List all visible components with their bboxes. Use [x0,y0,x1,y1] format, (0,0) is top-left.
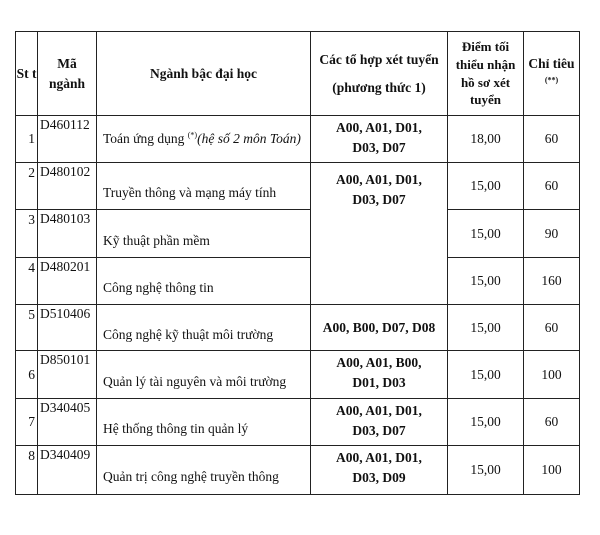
header-combo-line1: Các tổ hợp xét tuyển [319,51,439,67]
row-major: Truyền thông và mạng máy tính [97,163,311,210]
row-major: Kỹ thuật phần mềm [97,210,311,258]
row-code: D850101 [38,351,97,399]
row-combo-line2: D03, D07 [352,422,406,438]
header-stt: St t [16,32,38,116]
row-combo [311,399,448,446]
row-combo-line1: A00, A01, B00, [336,355,422,370]
row-combo-line1: A00, B00, D07, D08 [322,319,436,335]
row-major-name: Toán ứng dụng [103,131,188,146]
row-major: Công nghệ thông tin [97,258,311,305]
row-score: 15,00 [448,258,524,305]
row-quota: 60 [524,305,580,351]
row-stt: 3 [16,210,38,258]
row-code: D480102 [38,163,97,210]
table-row [16,210,580,258]
row-combo-line2: D03, D09 [352,469,406,485]
row-major: Hệ thống thông tin quản lý [97,399,311,446]
header-row [16,32,580,116]
header-quota [524,32,580,116]
row-quota: 100 [524,446,580,495]
row-major: Quản trị công nghệ truyền thông [97,446,311,495]
row-code: D510406 [38,305,97,351]
table-row [16,163,580,210]
header-combo-line2: (phương thức 1) [332,79,426,95]
row-score: 18,00 [448,116,524,163]
row-combo [311,446,448,495]
row-combo-line2: D03, D07 [352,191,406,207]
row-combo [311,163,448,305]
row-stt: 6 [16,351,38,399]
row-quota: 100 [524,351,580,399]
row-stt: 1 [16,116,38,163]
row-quota: 90 [524,210,580,258]
row-score: 15,00 [448,399,524,446]
row-quota: 60 [524,399,580,446]
table-row [16,399,580,446]
row-code: D480103 [38,210,97,258]
row-combo [311,305,448,351]
table-row [16,116,580,163]
row-code: D460112 [38,116,97,163]
row-combo [311,116,448,163]
row-major: Công nghệ kỹ thuật môi trường [97,305,311,351]
row-code: D340405 [38,399,97,446]
header-code: Mã ngành [38,32,97,116]
row-quota: 60 [524,116,580,163]
row-combo-line1: A00, A01, D01, [336,120,422,135]
header-combo [311,32,448,116]
row-score: 15,00 [448,446,524,495]
table-row [16,305,580,351]
admission-table [15,31,580,495]
row-combo-line1: A00, A01, D01, [336,172,422,187]
row-score: 15,00 [448,210,524,258]
row-code: D340409 [38,446,97,495]
header-score: Điểm tối thiểu nhận hồ sơ xét tuyển [448,32,524,116]
row-score: 15,00 [448,305,524,351]
row-combo-line1: A00, A01, D01, [336,403,422,418]
header-quota-label: Chỉ tiêu [528,55,575,71]
row-major: Quản lý tài nguyên và môi trường [97,351,311,399]
header-quota-note: (**) [544,75,559,84]
table-row [16,351,580,399]
row-combo-line2: D01, D03 [352,374,406,390]
row-combo [311,351,448,399]
row-quota: 160 [524,258,580,305]
row-quota: 60 [524,163,580,210]
row-major-note: (hệ số 2 môn Toán) [197,131,301,146]
row-combo-line2: D03, D07 [352,139,406,155]
row-stt: 2 [16,163,38,210]
row-major-sup: (*) [187,130,198,140]
table-row [16,258,580,305]
table-row [16,446,580,495]
row-stt: 8 [16,446,38,495]
row-score: 15,00 [448,163,524,210]
header-major: Ngành bậc đại học [97,32,311,116]
row-stt: 4 [16,258,38,305]
row-combo-line1: A00, A01, D01, [336,450,422,465]
row-code: D480201 [38,258,97,305]
row-major [97,116,311,163]
row-stt: 7 [16,399,38,446]
row-stt: 5 [16,305,38,351]
row-score: 15,00 [448,351,524,399]
